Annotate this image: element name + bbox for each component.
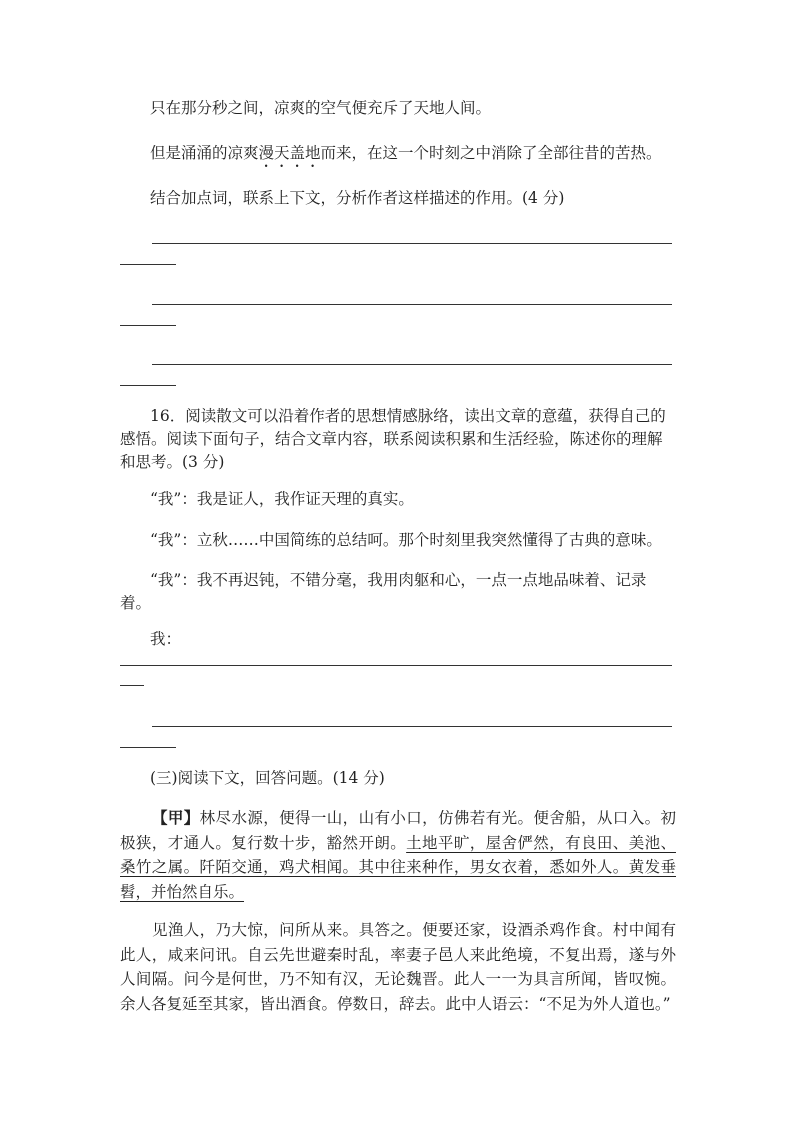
- q15-quote-line-2: [150, 142, 662, 171]
- q16-stem-line-3: 和思考。(3 分): [120, 453, 225, 471]
- answer-line[interactable]: [152, 364, 672, 365]
- q16-stem-line-1: 16．阅读散文可以沿着作者的思想情感脉络，读出文章的意蕴，获得自己的: [150, 407, 666, 425]
- answer-line-tail[interactable]: [120, 385, 176, 386]
- passage-p1-plain: 林尽水源，便得一山，山有小口，仿佛若有光。便舍船，从口入。初极狭，才通人。复行数十步，豁然开朗。: [120, 809, 676, 852]
- q16-quote-3-line-1: “我”：我不再迟钝，不错分毫，我用肉躯和心，一点一点地品味着、记录: [150, 571, 647, 589]
- q16-stem-line-2: 感悟。阅读下面句子，结合文章内容，联系阅读积累和生活经验，陈述你的理解: [120, 430, 663, 448]
- passage-jia: [120, 806, 676, 1016]
- answer-line-tail[interactable]: [120, 747, 176, 748]
- answer-line-tail[interactable]: [120, 264, 176, 265]
- q15-prompt: 结合加点词，联系上下文，分析作者这样描述的作用。(4 分): [150, 189, 565, 207]
- answer-line[interactable]: [152, 243, 672, 244]
- q15-quote-line-1: 只在那分秒之间，凉爽的空气便充斥了天地人间。: [150, 99, 492, 117]
- answer-line-tail[interactable]: [120, 325, 176, 326]
- dotted-words: 漫天盖地: [258, 144, 321, 162]
- q15-quote-line-2-before: 但是涌涌的凉爽: [150, 144, 259, 162]
- answer-line-tail[interactable]: [120, 685, 144, 686]
- jia-label: 【甲】: [152, 809, 200, 827]
- q16-quote-1: “我”：我是证人，我作证天理的真实。: [150, 490, 414, 508]
- q16-quote-3-line-2: 着。: [120, 594, 152, 612]
- q15-quote-line-2-after: 而来，在这一个时刻之中消除了全部往昔的苦热。: [320, 144, 662, 162]
- answer-line[interactable]: [152, 726, 672, 727]
- q16-quote-2: “我”：立秋……中国简练的总结呵。那个时刻里我突然懂得了古典的意味。: [150, 531, 662, 549]
- passage-p1-underlined: 土地平旷，屋舍俨然，有良田、美池、桑竹之属。阡陌交通，鸡犬相闻。其中往来种作，男女衣着，悉如外人。黄发垂髫，并怡然自乐。: [120, 833, 676, 901]
- passage-paragraph-2: 见渔人，乃大惊，问所从来。具答之。便要还家，设酒杀鸡作食。村中闻有此人，咸来问讯。自云先世避秦时乱，率妻子邑人来此绝境，不复出焉，遂与外人间隔。问今是何世，乃不知有汉，无论魏晋。此人一一为具言所闻，皆叹惋。余人各复延至其家，皆出酒食。停数日，辞去。此中人语云：“不足为外人道也。”: [120, 921, 676, 1013]
- passage-paragraph-1: [120, 806, 676, 904]
- answer-line[interactable]: [120, 665, 672, 666]
- section-3-heading: (三)阅读下文，回答问题。(14 分): [150, 769, 385, 787]
- answer-line[interactable]: [152, 304, 672, 305]
- q16-answer-label: 我：: [150, 630, 182, 648]
